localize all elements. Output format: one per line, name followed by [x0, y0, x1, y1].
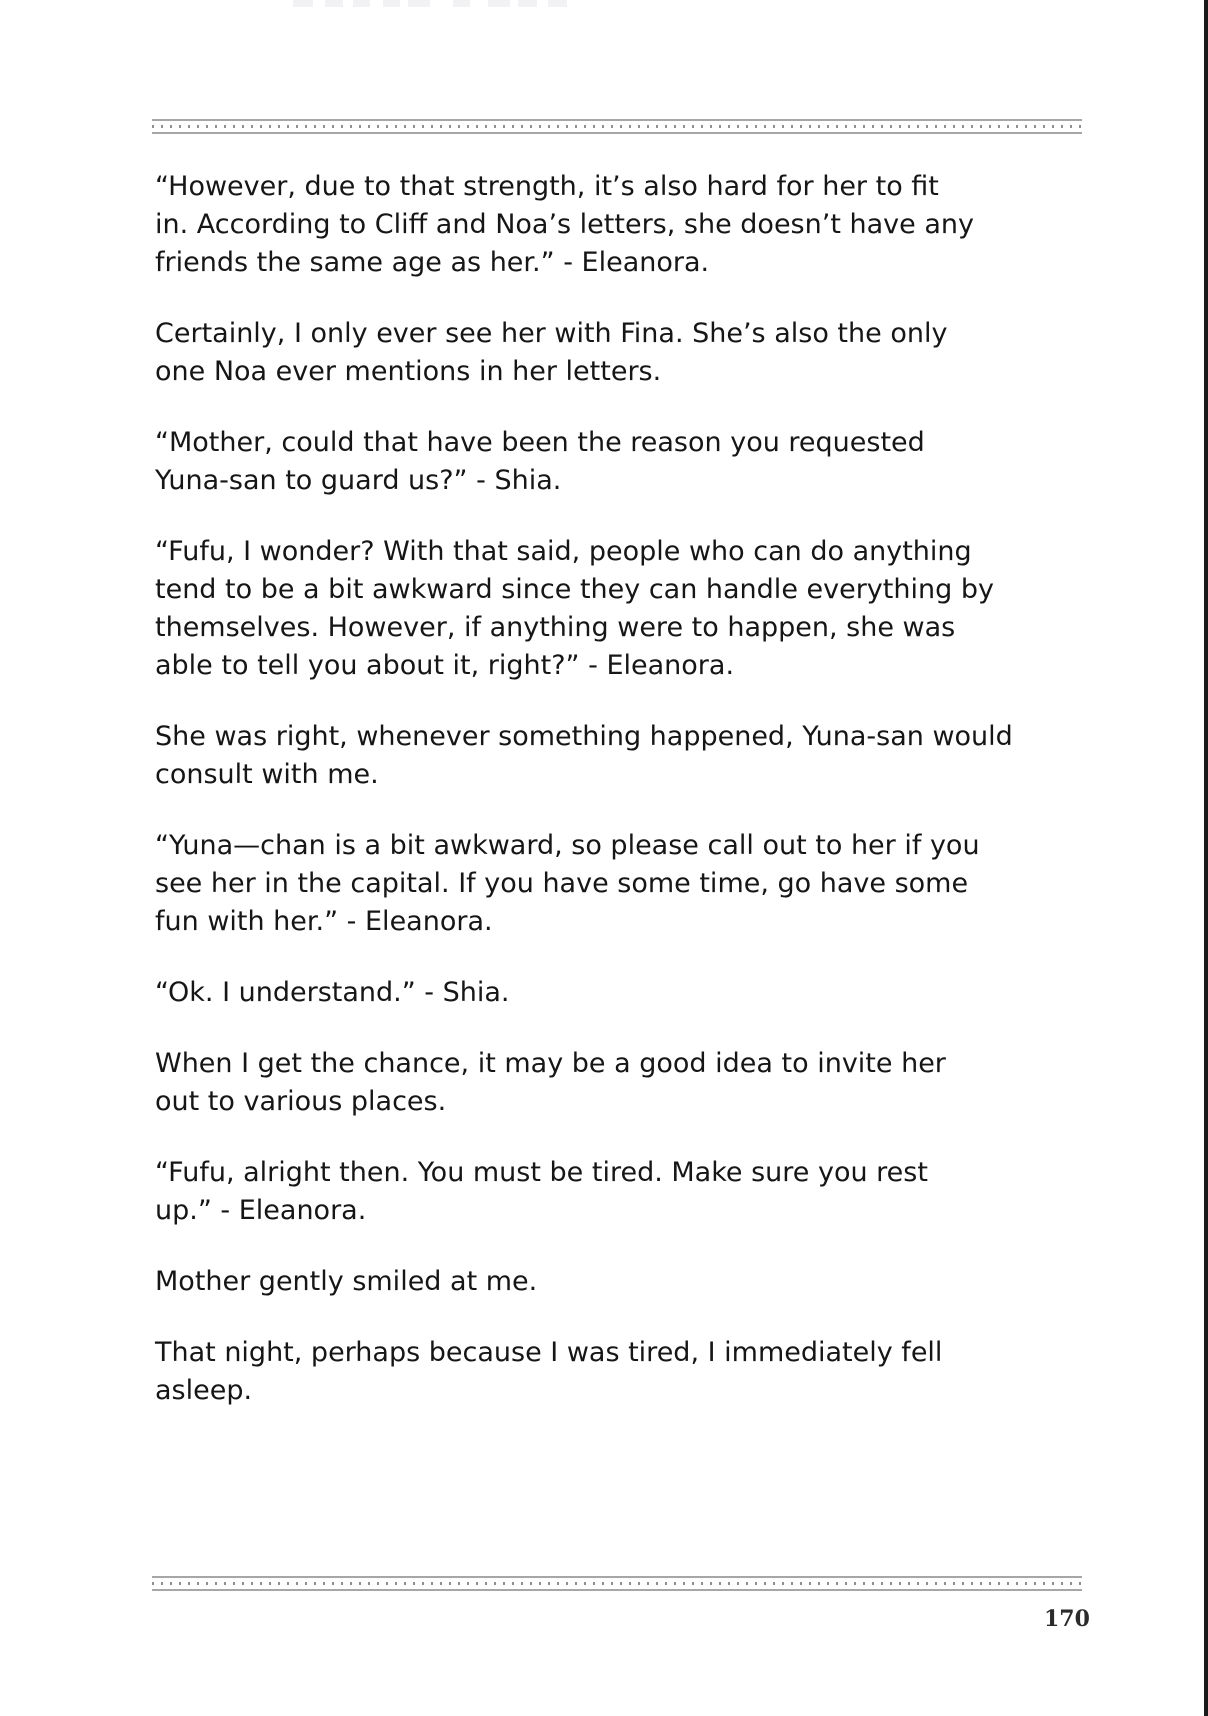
- paragraph: [155, 1154, 1055, 1230]
- text-line: She was right, whenever something happened, Yuna-san would: [155, 721, 1013, 752]
- text-line: “Fufu, alright then. You must be tired. Make sure you rest: [155, 1157, 928, 1188]
- text-line: When I get the chance, it may be a good idea to invite her: [155, 1048, 946, 1079]
- artifact-block: [353, 0, 370, 7]
- artifact-block: [548, 0, 567, 7]
- artifact-block: [518, 0, 537, 7]
- artifact-block: [408, 0, 430, 7]
- page-number: 170: [1044, 1606, 1090, 1632]
- paragraph: [155, 168, 1055, 282]
- text-line: “Yuna—chan is a bit awkward, so please call out to her if you: [155, 830, 980, 861]
- text-line: in. According to Cliff and Noa’s letters, she doesn’t have any: [155, 209, 974, 240]
- page-edge-line: [1204, 0, 1208, 1716]
- text-line: “Mother, could that have been the reason you requested: [155, 427, 925, 458]
- paragraph: [155, 827, 1055, 941]
- text-line: friends the same age as her.” - Eleanora.: [155, 247, 710, 278]
- paragraph: [155, 533, 1055, 685]
- text-line: tend to be a bit awkward since they can handle everything by: [155, 574, 994, 605]
- paragraph: [155, 718, 1055, 794]
- bottom-ornamental-border: [152, 1576, 1082, 1591]
- text-line: able to tell you about it, right?” - Eleanora.: [155, 650, 735, 681]
- text-line: Yuna-san to guard us?” - Shia.: [155, 465, 562, 496]
- artifact-block: [488, 0, 510, 7]
- text-line: themselves. However, if anything were to happen, she was: [155, 612, 956, 643]
- paragraph: [155, 1334, 1055, 1410]
- border-dots: [152, 1582, 1082, 1585]
- text-line: fun with her.” - Eleanora.: [155, 906, 493, 937]
- text-line: Certainly, I only ever see her with Fina. She’s also the only: [155, 318, 948, 349]
- paragraph: [155, 315, 1055, 391]
- text-line: “Fufu, I wonder? With that said, people who can do anything: [155, 536, 972, 567]
- artifact-block: [383, 0, 400, 7]
- cropped-header-artifact: [0, 0, 1208, 8]
- text-line: “However, due to that strength, it’s also hard for her to fit: [155, 171, 939, 202]
- text-line: one Noa ever mentions in her letters.: [155, 356, 662, 387]
- paragraph: [155, 974, 1055, 1012]
- artifact-block: [325, 0, 343, 7]
- text-line: consult with me.: [155, 759, 379, 790]
- text-line: Mother gently smiled at me.: [155, 1266, 538, 1297]
- artifact-block: [293, 0, 313, 7]
- top-ornamental-border: [152, 119, 1082, 134]
- paragraph: [155, 1045, 1055, 1121]
- text-line: out to various places.: [155, 1086, 447, 1117]
- text-line: asleep.: [155, 1375, 253, 1406]
- text-line: see her in the capital. If you have some time, go have some: [155, 868, 969, 899]
- text-line: up.” - Eleanora.: [155, 1195, 367, 1226]
- paragraph: [155, 1263, 1055, 1301]
- border-dots: [152, 125, 1082, 128]
- text-line: “Ok. I understand.” - Shia.: [155, 977, 510, 1008]
- text-line: That night, perhaps because I was tired, I immediately fell: [155, 1337, 943, 1368]
- paragraph: [155, 424, 1055, 500]
- artifact-block: [453, 0, 470, 7]
- page-text: [155, 168, 1055, 1443]
